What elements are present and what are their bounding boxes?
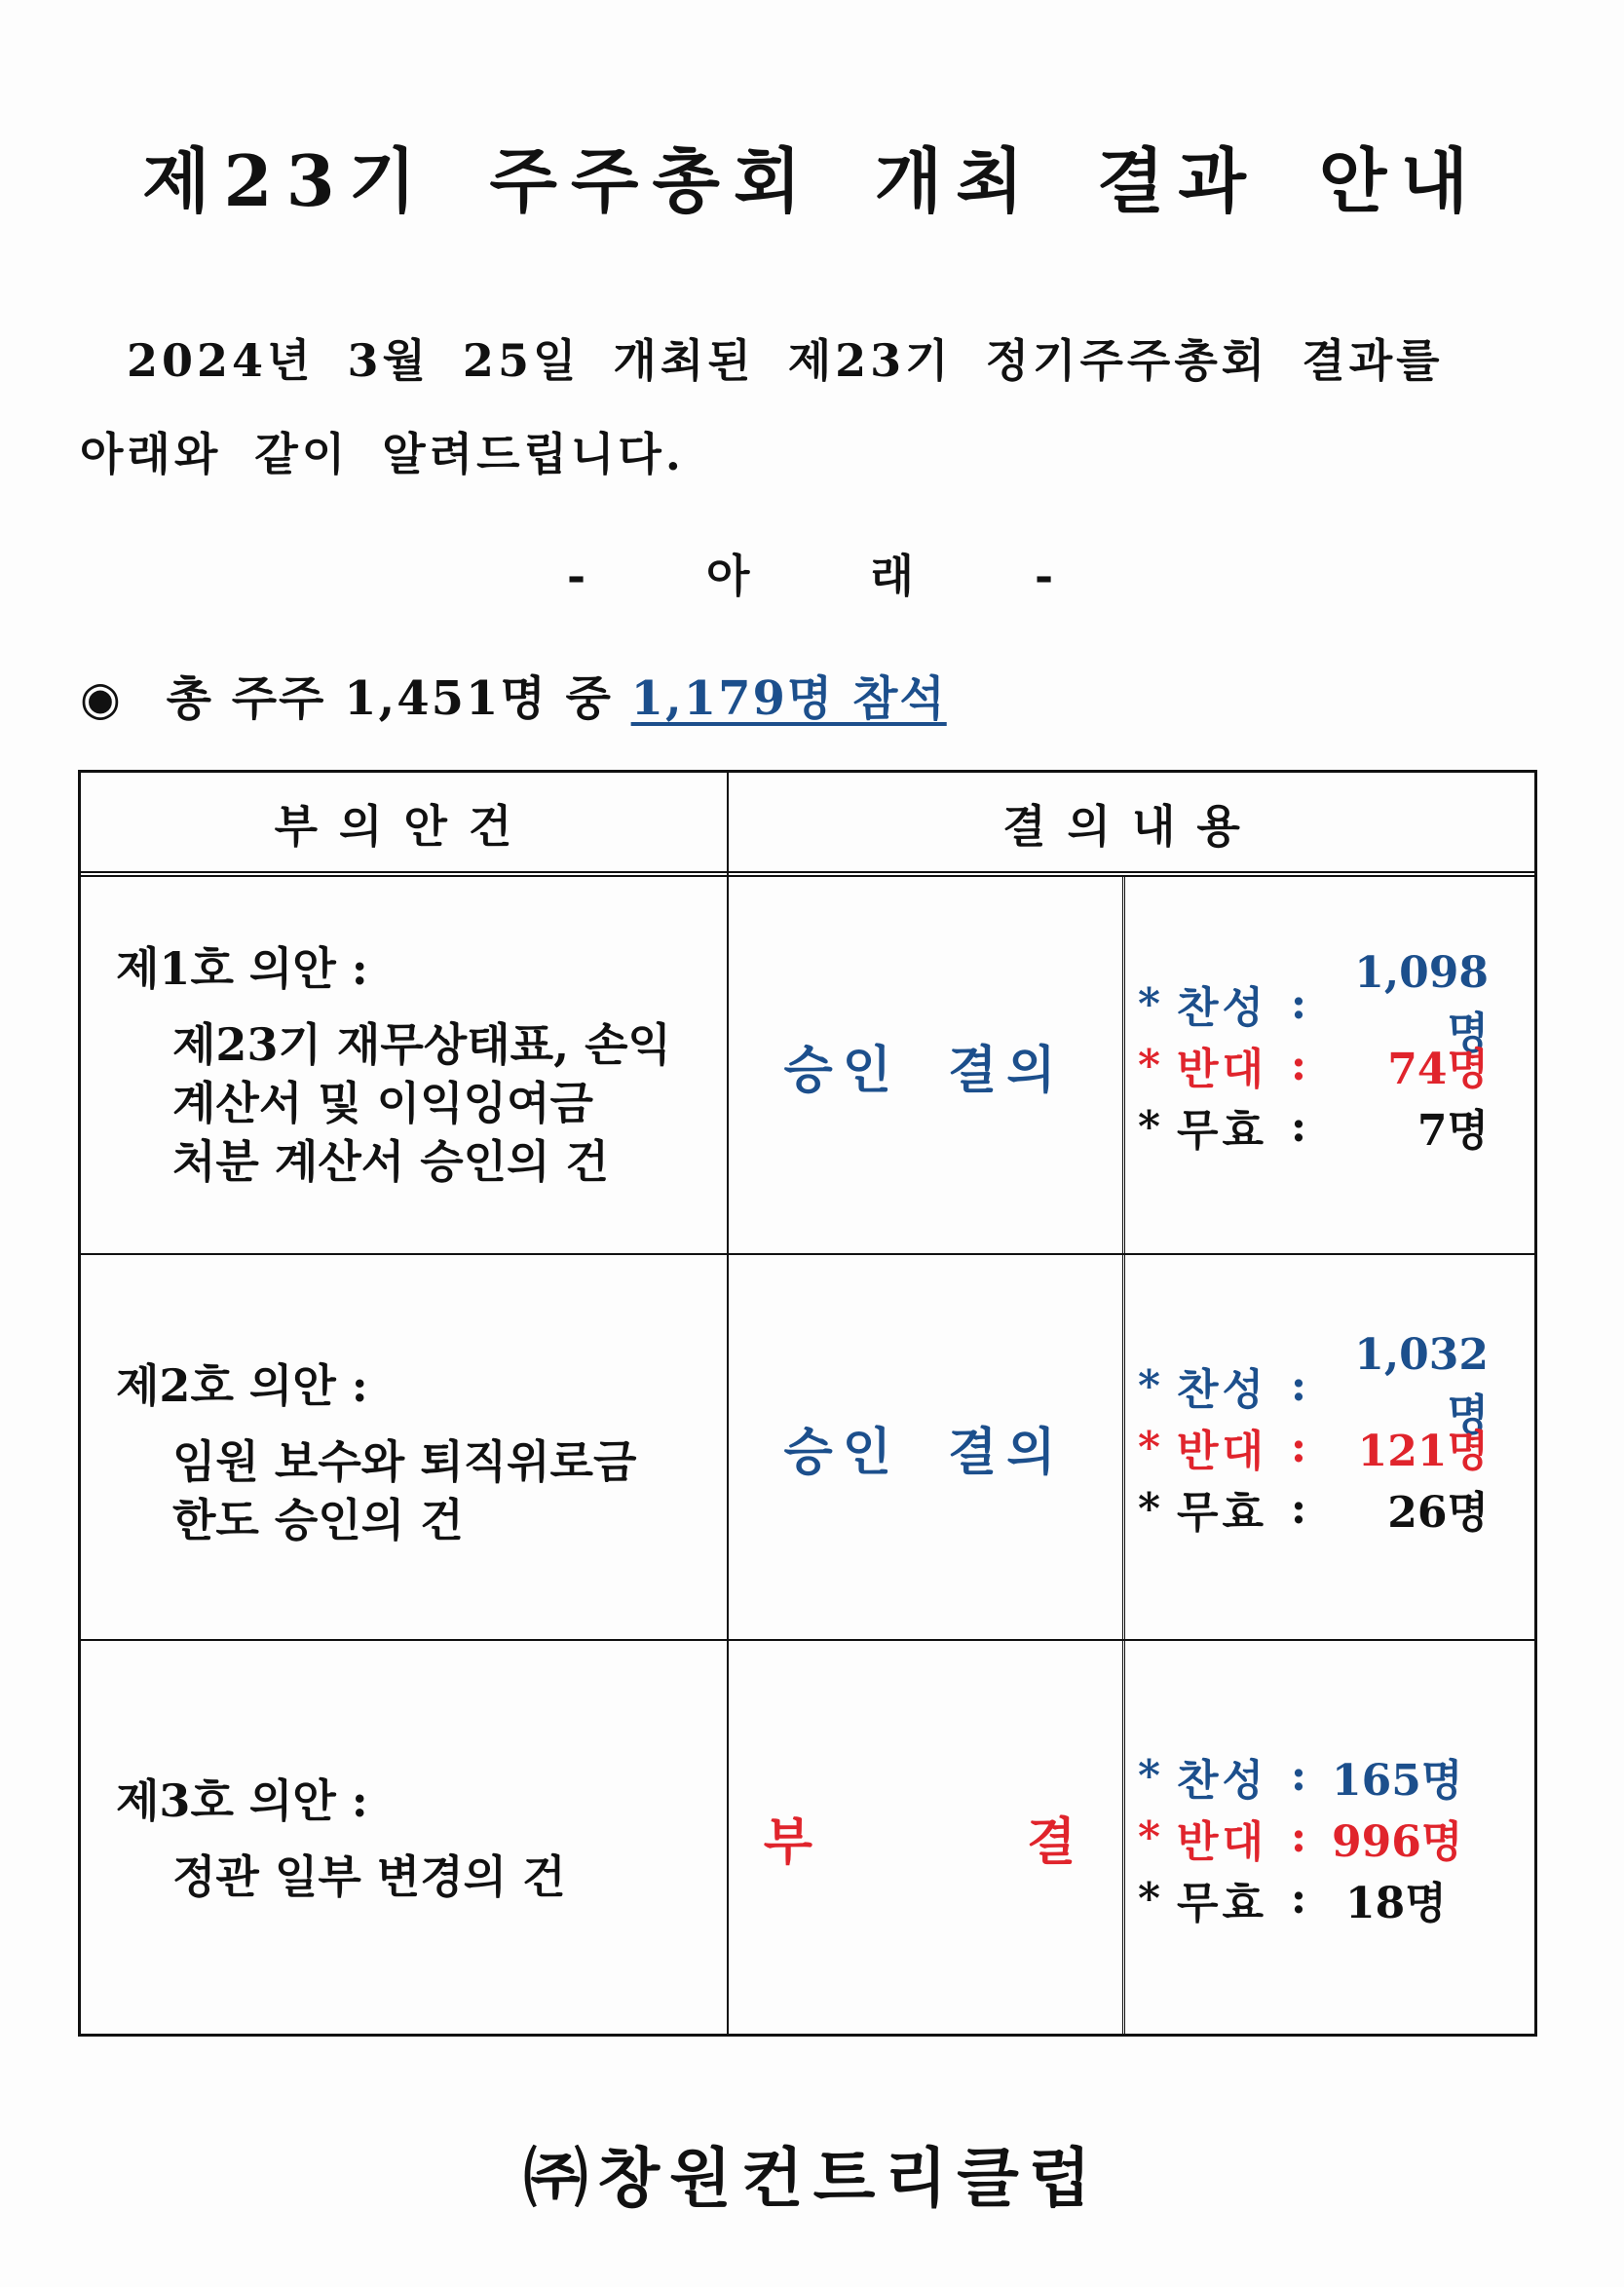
results-table — [78, 770, 1537, 2037]
header-agenda: 부의안건 — [274, 800, 534, 853]
agenda-title: 제2호 의안 : — [116, 1359, 368, 1412]
agenda-description: 제23기 재무상태표, 손익 계산서 및 이익잉여금 처분 계산서 승인의 건 — [172, 1018, 671, 1188]
resolution-cell: 승인 결의 — [783, 1422, 1066, 1482]
vote-invalid: * 무효 : 7명 — [1138, 1101, 1489, 1156]
table-row — [81, 877, 1534, 1253]
vote-against: * 반대 : 121명 — [1138, 1422, 1489, 1476]
document-title: 제23기 주주총회 개최 결과 안내 — [141, 139, 1483, 222]
header-resolution: 결의내용 — [1002, 800, 1262, 853]
below-dash-right: - — [1034, 550, 1058, 602]
resolution-cell: 승인 결의 — [783, 1040, 1066, 1100]
intro-paragraph — [80, 314, 1561, 501]
agenda-description: 정관 일부 변경의 건 — [172, 1850, 566, 1903]
below-dash-left: - — [566, 550, 590, 602]
vote-for: * 찬성 : 165명 — [1138, 1751, 1463, 1806]
below-heading — [0, 541, 1624, 605]
vote-invalid: * 무효 : 18명 — [1138, 1874, 1447, 1928]
votes-cell — [1122, 1255, 1540, 1639]
vote-invalid: * 무효 : 26명 — [1138, 1483, 1489, 1538]
attendance-highlight: 1,179명 참석 — [630, 671, 947, 726]
resolution-cell — [727, 1641, 1122, 2034]
agenda-cell — [116, 934, 710, 1191]
agenda-title: 제1호 의안 : — [116, 942, 368, 995]
votes-cell — [1122, 877, 1540, 1253]
below-char-1: 아 — [706, 550, 754, 602]
resolution-char-2: 결 — [1027, 1812, 1086, 1872]
bullseye-icon: ◉ — [80, 671, 123, 726]
agenda-cell — [116, 1351, 710, 1549]
table-row — [81, 1255, 1534, 1639]
vote-against: * 반대 : 996명 — [1138, 1812, 1463, 1867]
intro-line-2: 아래와 같이 알려드립니다. — [80, 428, 685, 480]
vote-for: * 찬성 : 1,032명 — [1138, 1329, 1489, 1440]
agenda-description: 임원 보수와 퇴직위로금 한도 승인의 건 — [172, 1435, 637, 1546]
company-name: ㈜창원컨트리클럽 — [523, 2140, 1101, 2216]
table-row — [81, 1641, 1534, 2034]
attendance-prefix: 총 주주 1,451명 중 — [166, 671, 613, 726]
vote-against: * 반대 : 74명 — [1138, 1040, 1489, 1094]
attendance-line — [80, 661, 947, 728]
votes-cell — [1122, 1641, 1540, 2034]
intro-line-1: 2024년 3월 25일 개최된 제23기 정기주주총회 결과를 — [127, 334, 1444, 387]
resolution-char-1: 부 — [763, 1812, 822, 1872]
agenda-title: 제3호 의안 : — [116, 1774, 368, 1827]
agenda-cell — [116, 1766, 710, 1906]
below-char-2: 래 — [870, 550, 918, 602]
vote-for: * 찬성 : 1,098명 — [1138, 947, 1489, 1058]
